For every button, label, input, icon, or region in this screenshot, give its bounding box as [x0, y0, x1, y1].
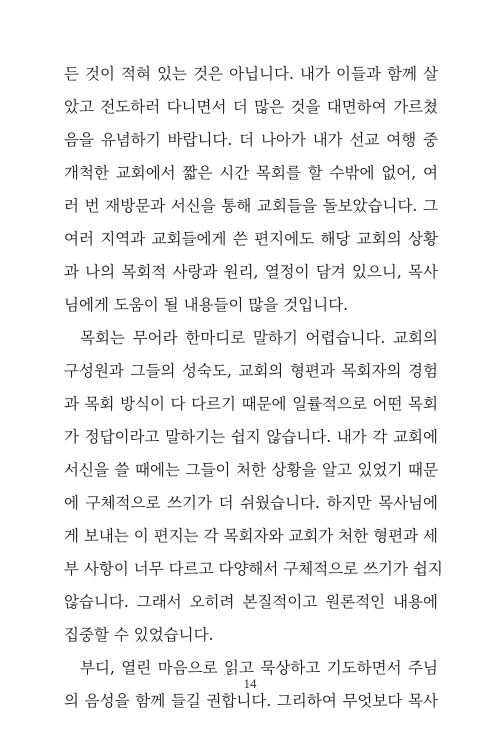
text-line: 가 정답이라고 말하기는 쉽지 않습니다. 내가 각 교회에: [64, 428, 438, 446]
text-line: 과 나의 목회적 사랑과 원리, 열정이 담겨 있으니, 목사: [64, 263, 438, 281]
text-line: 집중할 수 있었습니다.: [64, 626, 214, 644]
text-line: 구성원과 그들의 성숙도, 교회의 형편과 목회자의 경험: [64, 362, 438, 380]
text-line: 개척한 교회에서 짧은 시간 목회를 할 수밖에 없어, 여: [64, 164, 438, 182]
text-line: 목회는 무어라 한마디로 말하기 어렵습니다. 교회의: [80, 329, 438, 347]
text-line: 여러 지역과 교회들에게 쓴 편지에도 해당 교회의 상황: [64, 230, 438, 248]
text-line: 님에게 도움이 될 내용들이 많을 것입니다.: [64, 296, 349, 314]
text-line: 음을 유념하기 바랍니다. 더 나아가 내가 선교 여행 중: [64, 131, 438, 149]
text-line: 서신을 쓸 때에는 그들이 처한 상황을 알고 있었기 때문: [64, 461, 438, 479]
text-line: 의 음성을 함께 들길 권합니다. 그리하여 무엇보다 목사: [64, 692, 438, 710]
text-line: 든 것이 적혀 있는 것은 아닙니다. 내가 이들과 함께 살: [64, 65, 438, 83]
page-number: 14: [243, 676, 257, 691]
text-line: 았고 전도하러 다니면서 더 많은 것을 대면하여 가르쳤: [64, 98, 438, 116]
text-line: 부디, 열린 마음으로 읽고 묵상하고 기도하면서 주님: [80, 659, 438, 677]
text-line: 러 번 재방문과 서신을 통해 교회들을 돌보았습니다. 그: [64, 197, 438, 215]
text-line: 게 보내는 이 편지는 각 목회자와 교회가 처한 형편과 세: [64, 527, 438, 545]
text-line: 않습니다. 그래서 오히려 본질적이고 원론적인 내용에: [64, 593, 438, 611]
text-line: 에 구체적으로 쓰기가 더 쉬웠습니다. 하지만 목사님에: [64, 494, 438, 512]
text-line: 과 목회 방식이 다 다르기 때문에 일률적으로 어떤 목회: [64, 395, 438, 413]
body-text: [64, 58, 443, 718]
text-line: 부 사항이 너무 다르고 다양해서 구체적으로 쓰기가 쉽지: [64, 560, 443, 578]
